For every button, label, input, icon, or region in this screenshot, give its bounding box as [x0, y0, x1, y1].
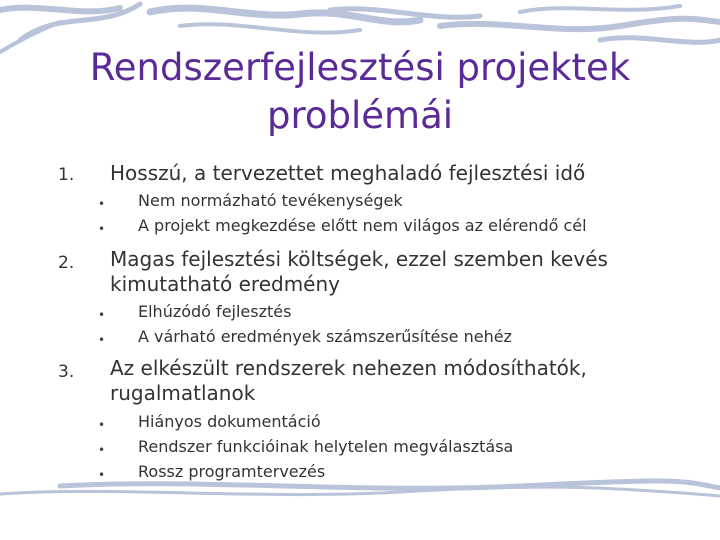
title-line-2: problémái: [266, 94, 454, 137]
sub-item: Rossz programtervezés: [138, 462, 326, 481]
bullet-icon: •: [98, 418, 106, 432]
title-line-1: Rendszerfejlesztési projektek: [89, 46, 631, 89]
slide-title: [0, 44, 720, 140]
item-number: 2.: [58, 253, 75, 273]
bullet-icon: •: [98, 222, 106, 236]
sub-item: Nem normázható tevékenységek: [138, 191, 403, 210]
item-text: Hosszú, a tervezettet meghaladó fejlesztési idő: [110, 161, 586, 185]
bullet-icon: •: [98, 333, 106, 347]
sub-item: Elhúzódó fejlesztés: [138, 302, 292, 321]
item-text-line-1: Magas fejlesztési költségek, ezzel szemben kevés: [110, 247, 608, 271]
sub-item: A projekt megkezdése előtt nem világos az elérendő cél: [138, 216, 587, 235]
bullet-icon: •: [98, 468, 106, 482]
bullet-icon: •: [98, 308, 106, 322]
bullet-icon: •: [98, 443, 106, 457]
item-number: 1.: [58, 165, 75, 185]
bullet-icon: •: [98, 197, 106, 211]
item-number: 3.: [58, 362, 75, 382]
item-text-line-2: rugalmatlanok: [110, 381, 256, 405]
sub-item: Rendszer funkcióinak helytelen megválasztása: [138, 437, 514, 456]
item-text-line-2: kimutatható eredmény: [110, 272, 340, 296]
sub-item: A várható eredmények számszerűsítése nehéz: [138, 327, 512, 346]
sub-item: Hiányos dokumentáció: [138, 412, 321, 431]
item-text-line-1: Az elkészült rendszerek nehezen módosíthatók,: [110, 356, 587, 380]
